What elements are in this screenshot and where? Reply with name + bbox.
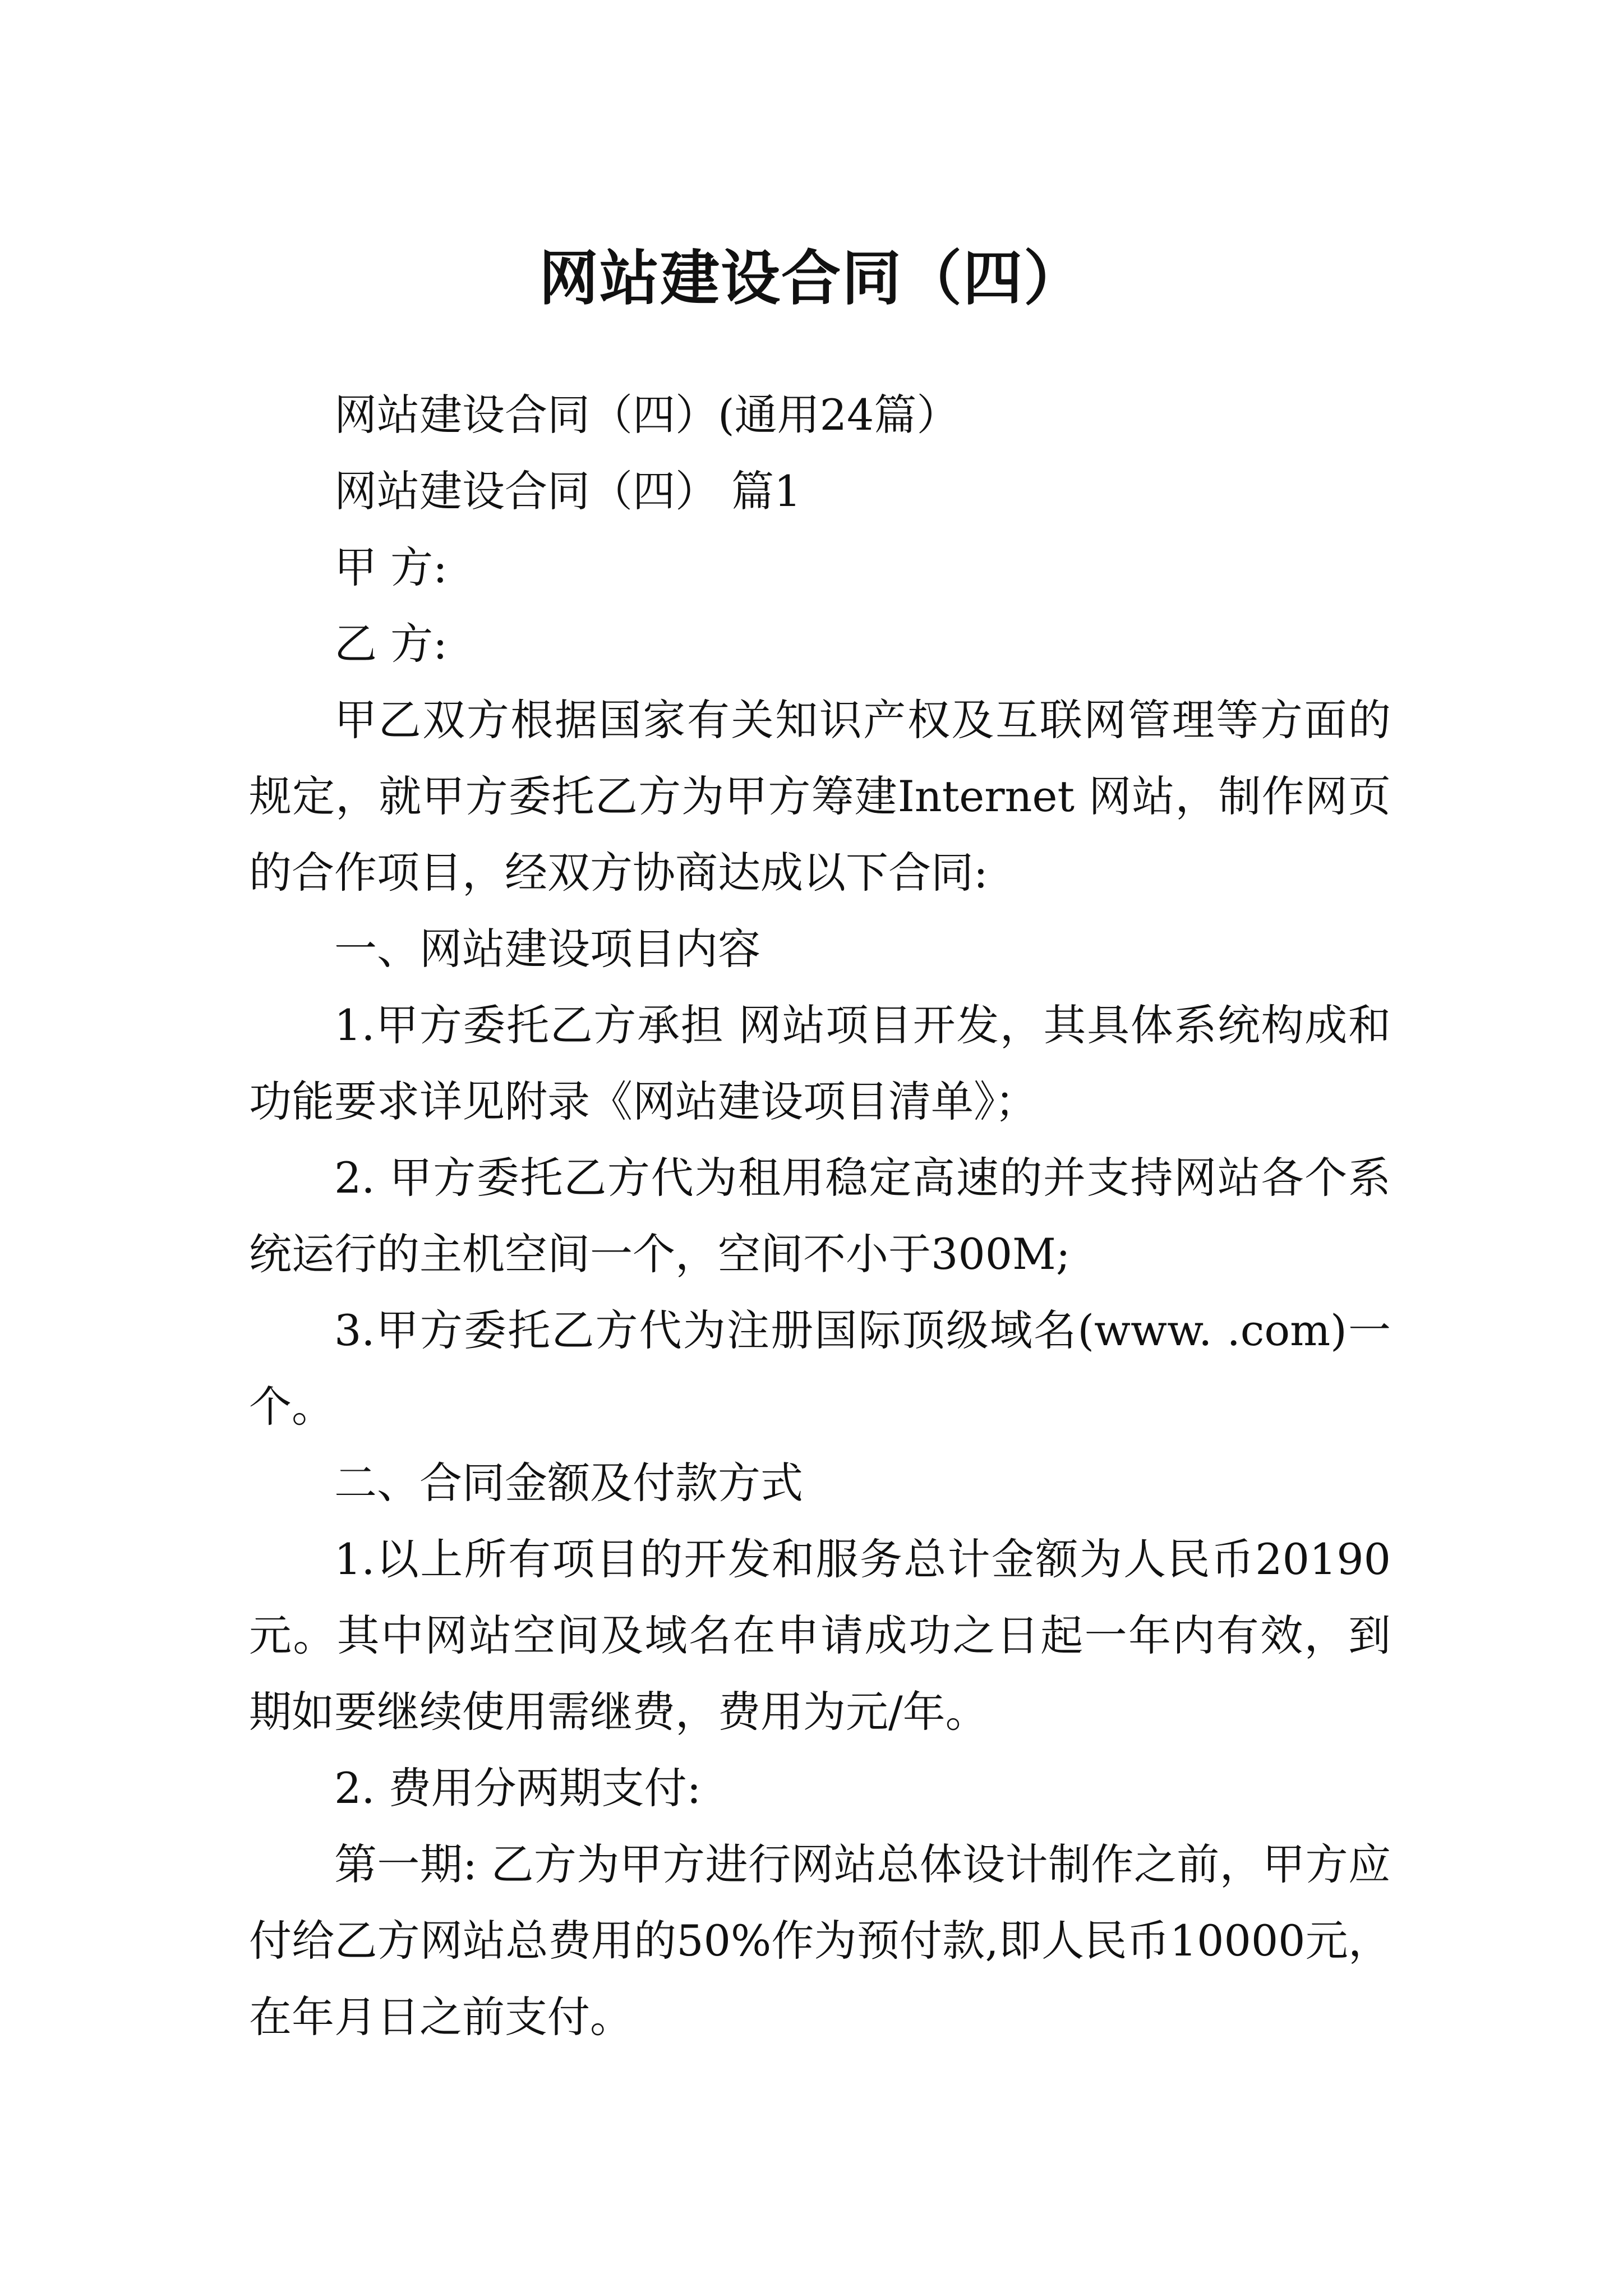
paragraph-clause-2-2: 2. 费用分两期支付:: [334, 1763, 702, 1813]
paragraph-clause-1-2: 2. 甲方委托乙方代为租用稳定高速的并支持网站各个系统运行的主机空间一个，空间不小于300M;: [249, 1153, 1391, 1279]
section-heading-amount-payment: 二、合同金额及付款方式: [334, 1458, 803, 1508]
section-heading-project-content: 一、网站建设项目内容: [334, 924, 760, 974]
paragraph-clause-1-3: 3.甲方委托乙方代为注册国际顶级域名(www. .com)一个。: [249, 1305, 1391, 1432]
paragraph-article-heading: 网站建设合同（四） 篇1: [334, 466, 801, 516]
paragraph-party-b: 乙 方:: [334, 619, 448, 669]
paragraph-preamble: 甲乙双方根据国家有关知识产权及互联网管理等方面的规定，就甲方委托乙方为甲方筹建Internet 网站，制作网页的合作项目，经双方协商达成以下合同:: [249, 695, 1391, 898]
document-body: [249, 377, 1391, 2055]
paragraph-party-a: 甲 方:: [334, 542, 448, 592]
paragraph-first-installment: 第一期: 乙方为甲方进行网站总体设计制作之前，甲方应付给乙方网站总费用的50%作为预付款,即人民币10000元，在年月日之前支付。: [249, 1839, 1391, 2042]
document-title: 网站建设合同（四）: [539, 243, 1084, 314]
paragraph-collection-title: 网站建设合同（四）(通用24篇）: [334, 390, 960, 440]
paragraph-clause-1-1: 1.甲方委托乙方承担 网站项目开发，其具体系统构成和功能要求详见附录《网站建设项目清单》；: [249, 1000, 1391, 1126]
paragraph-clause-2-1: 1.以上所有项目的开发和服务总计金额为人民币20190 元。其中网站空间及域名在申请成功之日起一年内有效，到期如要继续使用需继费，费用为元/年。: [249, 1534, 1391, 1737]
